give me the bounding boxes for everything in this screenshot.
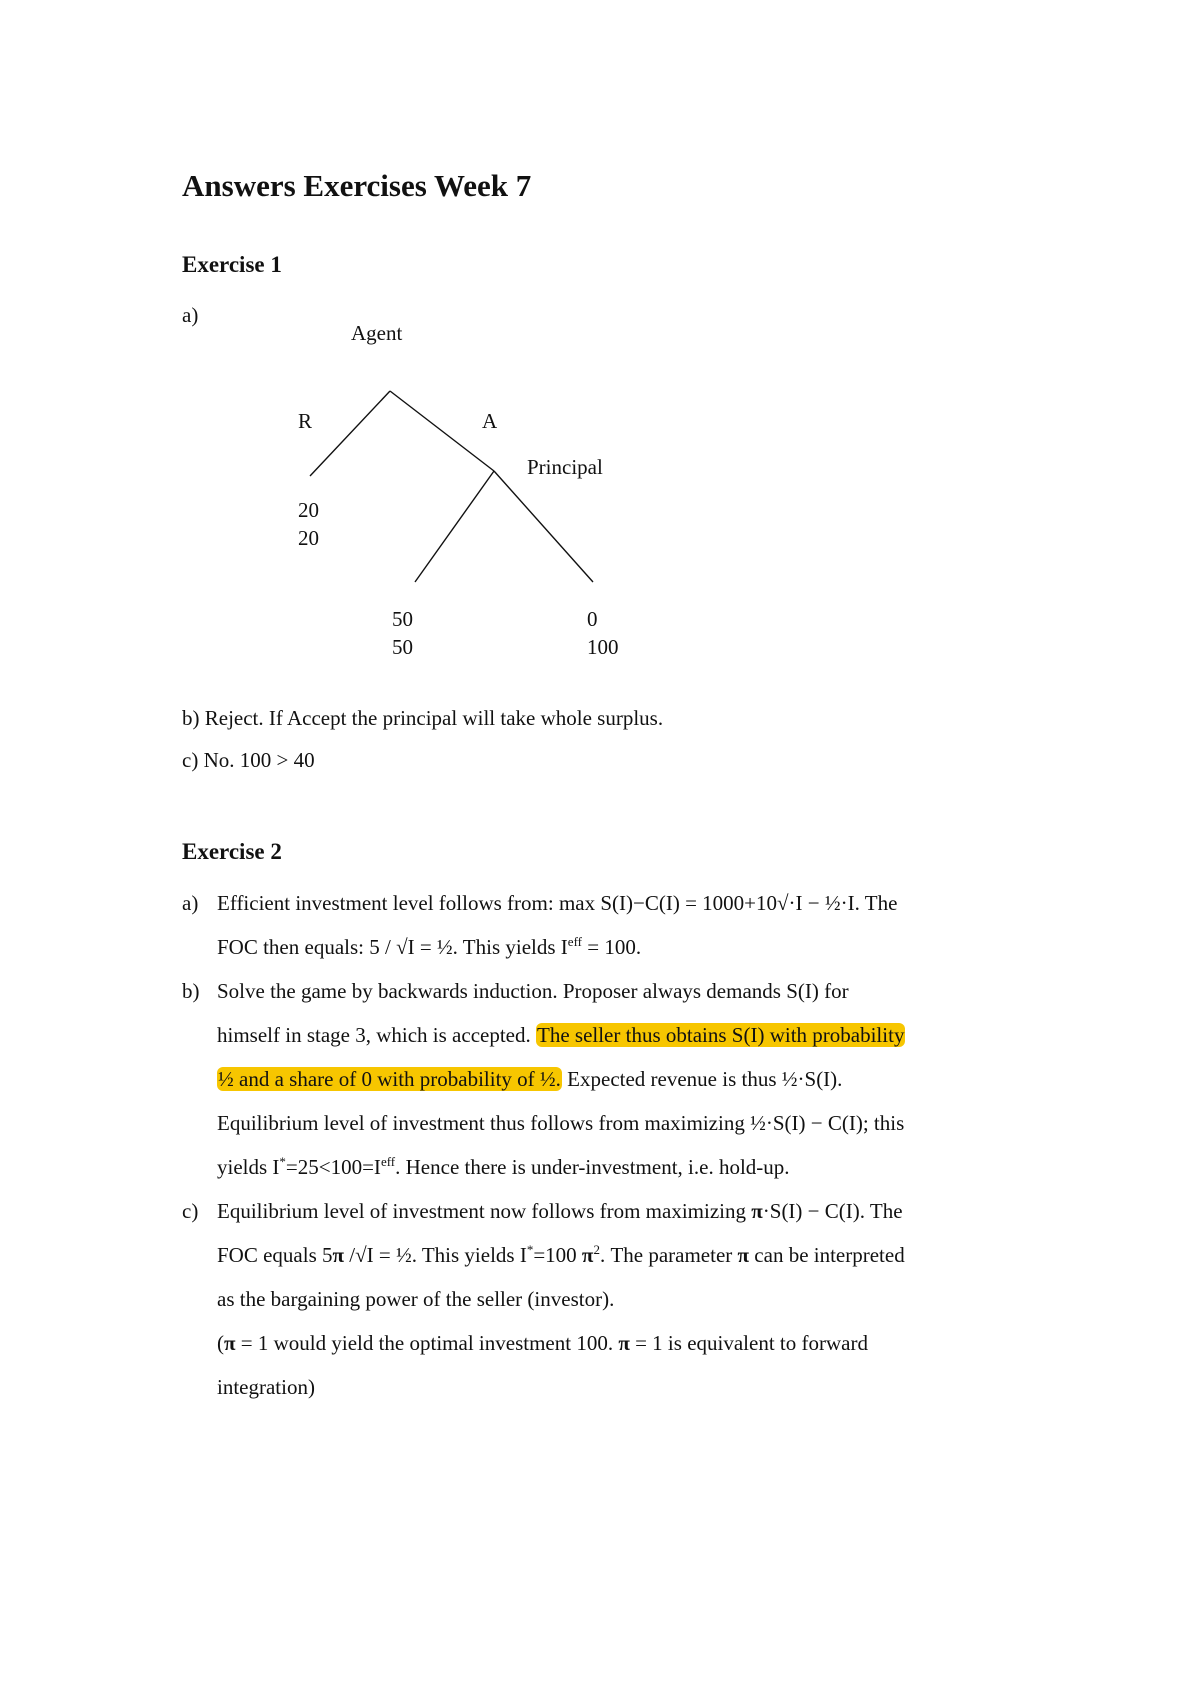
text-line: ½ and a share of 0 with probability of ½. Expected revenue is thus ½·S(I). bbox=[218, 1067, 843, 1091]
node-label-principal: Principal bbox=[527, 455, 603, 479]
exercise-2-heading: Exercise 2 bbox=[182, 839, 282, 864]
text-line: integration) bbox=[217, 1375, 315, 1399]
item-label-c: c) bbox=[182, 1199, 199, 1223]
exercise-1-b: b) Reject. If Accept the principal will take whole surplus. bbox=[182, 706, 664, 730]
node-label-agent: Agent bbox=[351, 321, 403, 345]
text-line: FOC then equals: 5 / √I = ½. This yields $I^{eff} = 100$. bbox=[217, 934, 642, 959]
action-label-a: A bbox=[482, 409, 498, 433]
highlighted-text: ½ and a share of 0 with probability of ½. bbox=[218, 1067, 561, 1091]
payoff-right-top: 0 bbox=[587, 607, 598, 631]
tree-edge-reject bbox=[310, 391, 390, 476]
payoff-left-bottom: 50 bbox=[392, 635, 413, 659]
text-line: himself in stage 3, which is accepted. The seller thus obtains S(I) with probability bbox=[217, 1023, 905, 1047]
page-title: Answers Exercises Week 7 bbox=[182, 168, 532, 203]
payoff-right-bottom: 100 bbox=[587, 635, 619, 659]
text-line: Equilibrium level of investment thus follows from maximizing ½·S(I) − C(I); this bbox=[217, 1111, 905, 1135]
text-line: yields $I^*=25<100=I^{eff}$. Hence there is under-investment, i.e. hold-up. bbox=[217, 1154, 790, 1179]
exercise-1-heading: Exercise 1 bbox=[182, 252, 282, 277]
item-label-a: a) bbox=[182, 891, 199, 915]
payoff-reject-top: 20 bbox=[298, 498, 319, 522]
text-line: FOC equals 5π /√I = ½. This yields I*=100 $\pi^2$. The parameter π can be interpreted bbox=[217, 1242, 905, 1267]
payoff-reject-bottom: 20 bbox=[298, 526, 319, 550]
exercise-1-c: c) No. 100 > 40 bbox=[182, 748, 315, 772]
text-line: Efficient investment level follows from: max S(I)−C(I) = 1000+10√·I − ½·I. The bbox=[217, 891, 898, 915]
tree-edge-accept bbox=[390, 391, 494, 471]
text-line: Equilibrium level of investment now follows from maximizing π·S(I) − C(I). The bbox=[217, 1199, 903, 1223]
text-line: Solve the game by backwards induction. Proposer always demands S(I) for bbox=[217, 979, 849, 1003]
tree-edge-principal-right bbox=[494, 471, 593, 582]
game-tree-diagram bbox=[0, 0, 1200, 700]
text-line: as the bargaining power of the seller (investor). bbox=[217, 1287, 615, 1311]
item-label-b: b) bbox=[182, 979, 200, 1003]
action-label-r: R bbox=[298, 409, 313, 433]
highlighted-text: The seller thus obtains S(I) with probability bbox=[537, 1023, 905, 1047]
tree-edge-principal-left bbox=[415, 471, 494, 582]
text-line: (π = 1 would yield the optimal investment 100. π = 1 is equivalent to forward bbox=[217, 1331, 868, 1355]
exercise-1-a-label: a) bbox=[182, 303, 199, 327]
payoff-left-top: 50 bbox=[392, 607, 413, 631]
